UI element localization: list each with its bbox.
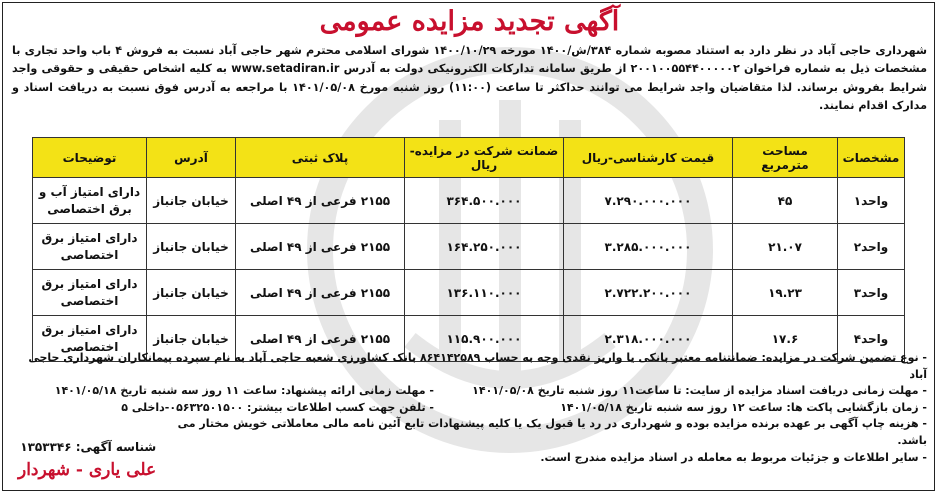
header-price: قیمت کارشناسی-ریال (564, 138, 733, 178)
cell-address: خیابان جانباز (147, 178, 236, 224)
cell-area: ۱۷.۶ (733, 316, 838, 362)
cell-area: ۲۱.۰۷ (733, 224, 838, 270)
note-other: - سایر اطلاعات و جزئیات مربوط به معامله در اسناد مزایده مندرج است. (540, 450, 927, 464)
header-address: آدرس (147, 138, 236, 178)
signature-block (18, 440, 156, 480)
cell-price: ۲.۷۲۲.۲۰۰.۰۰۰ (564, 270, 733, 316)
cell-spec: واحد۱ (838, 178, 905, 224)
notes-row-opening (14, 400, 927, 417)
cell-spec: واحد۲ (838, 224, 905, 270)
cell-guarantee: ۱۳۶.۱۱۰.۰۰۰ (405, 270, 564, 316)
cell-price: ۷.۲۹۰.۰۰۰.۰۰۰ (564, 178, 733, 224)
cell-spec: واحد۳ (838, 270, 905, 316)
cell-description: دارای امتیاز برق اختصاصی (33, 270, 147, 316)
cell-plaque: ۲۱۵۵ فرعی از ۴۹ اصلی (236, 224, 405, 270)
table-row (33, 270, 905, 316)
mayor-signature: علی یاری - شهردار (18, 460, 157, 480)
cell-spec: واحد۴ (838, 316, 905, 362)
notes-row-deadlines (14, 383, 927, 400)
note-guarantee: - نوع تضمین شرکت در مزایده: ضمانتنامه معتبر بانکی یا واریز نقدی وجه به حساب ۸۶۴۱۴۲۵۸۹ بانک کشاورزی شعبه حاجی آباد به نام سپرده پیمانکاران شهرداری حاجی آباد (28, 351, 927, 381)
cell-area: ۱۹.۲۳ (733, 270, 838, 316)
header-description: توضیحات (33, 138, 147, 178)
notice-id: شناسه آگهی: ۱۳۵۳۳۴۶ (20, 440, 157, 454)
notice-title: آگهی تجدید مزایده عمومی (319, 6, 620, 37)
cell-guarantee: ۳۶۴.۵۰۰.۰۰۰ (405, 178, 564, 224)
cell-description: دارای امتیاز آب و برق اختصاصی (33, 178, 147, 224)
cell-price: ۳.۲۸۵.۰۰۰.۰۰۰ (564, 224, 733, 270)
cell-address: خیابان جانباز (147, 316, 236, 362)
note-opening: - زمان بازگشایی پاکت ها: ساعت ۱۲ روز سه شنبه تاریخ ۱۴۰۱/۰۵/۱۸ (560, 400, 927, 414)
note-cost: - هزینه چاپ آگهی بر عهده برنده مزایده بوده و شهرداری در رد یا قبول یک یا کلیه پیشنهادات تابع آئین نامه مالی معاملاتی خویش مختار می باشد. (177, 417, 927, 447)
notice-intro: شهرداری حاجی آباد در نظر دارد به استناد مصوبه شماره ۳۸۴/ش/۱۴۰۰ مورخه ۱۴۰۰/۱۰/۲۹ شورای اسلامی محترم شهر حاجی آباد نسبت به فروش ۴ باب واحد تجاری با مشخصات ذیل به شماره فراخوان ۲۰۰۱۰۰۵۵۴۴۰۰۰۰۰۲ از طریق سامانه تدارکات الکترونیکی دولت به آدرس www.setadiran.ir به کلیه اشخاص حقیقی و حقوقی واجد شرایط بفروش برساند. لذا متقاضیان واجد شرایط می توانند حداکثر تا ساعت (۱۱:۰۰) روز شنبه مورخ ۱۴۰۱/۰۵/۰۸ با مراجعه به آدرس فوق نسبت به دریافت اسناد و مدارک اقدام نمایند. (12, 44, 928, 113)
header-area: مساحت مترمربع (733, 138, 838, 178)
header-spec: مشخصات (838, 138, 905, 178)
header-guarantee: ضمانت شرکت در مزایده-ریال (405, 138, 564, 178)
cell-address: خیابان جانباز (147, 270, 236, 316)
note-offer-deadline: - مهلت زمانی ارائه پیشنهاد: ساعت ۱۱ روز سه شنبه تاریخ ۱۴۰۱/۰۵/۱۸ (54, 384, 434, 398)
units-table (32, 137, 905, 362)
table-row (33, 224, 905, 270)
table-row (33, 178, 905, 224)
cell-plaque: ۲۱۵۵ فرعی از ۴۹ اصلی (236, 270, 405, 316)
cell-area: ۴۵ (733, 178, 838, 224)
cell-plaque: ۲۱۵۵ فرعی از ۴۹ اصلی (236, 316, 405, 362)
note-phone: - تلفن جهت کسب اطلاعات بیشتر: ۰۵۶۳۲۵۰۱۵۰۰-داخلی ۵ (121, 400, 434, 414)
cell-address: خیابان جانباز (147, 224, 236, 270)
cell-description: دارای امتیاز برق اختصاصی (33, 224, 147, 270)
cell-guarantee: ۱۱۵.۹۰۰.۰۰۰ (405, 316, 564, 362)
cell-price: ۲.۳۱۸.۰۰۰.۰۰۰ (564, 316, 733, 362)
header-plaque: پلاک ثبتی (236, 138, 405, 178)
cell-description: دارای امتیاز برق اختصاصی (33, 316, 147, 362)
note-doc-deadline: - مهلت زمانی دریافت اسناد مزایده از سایت: تا ساعت۱۱ روز شنبه تاریخ ۱۴۰۱/۰۵/۰۸ (472, 384, 927, 398)
cell-plaque: ۲۱۵۵ فرعی از ۴۹ اصلی (236, 178, 405, 224)
cell-guarantee: ۱۶۴.۲۵۰.۰۰۰ (405, 224, 564, 270)
table-header-row (33, 138, 905, 178)
